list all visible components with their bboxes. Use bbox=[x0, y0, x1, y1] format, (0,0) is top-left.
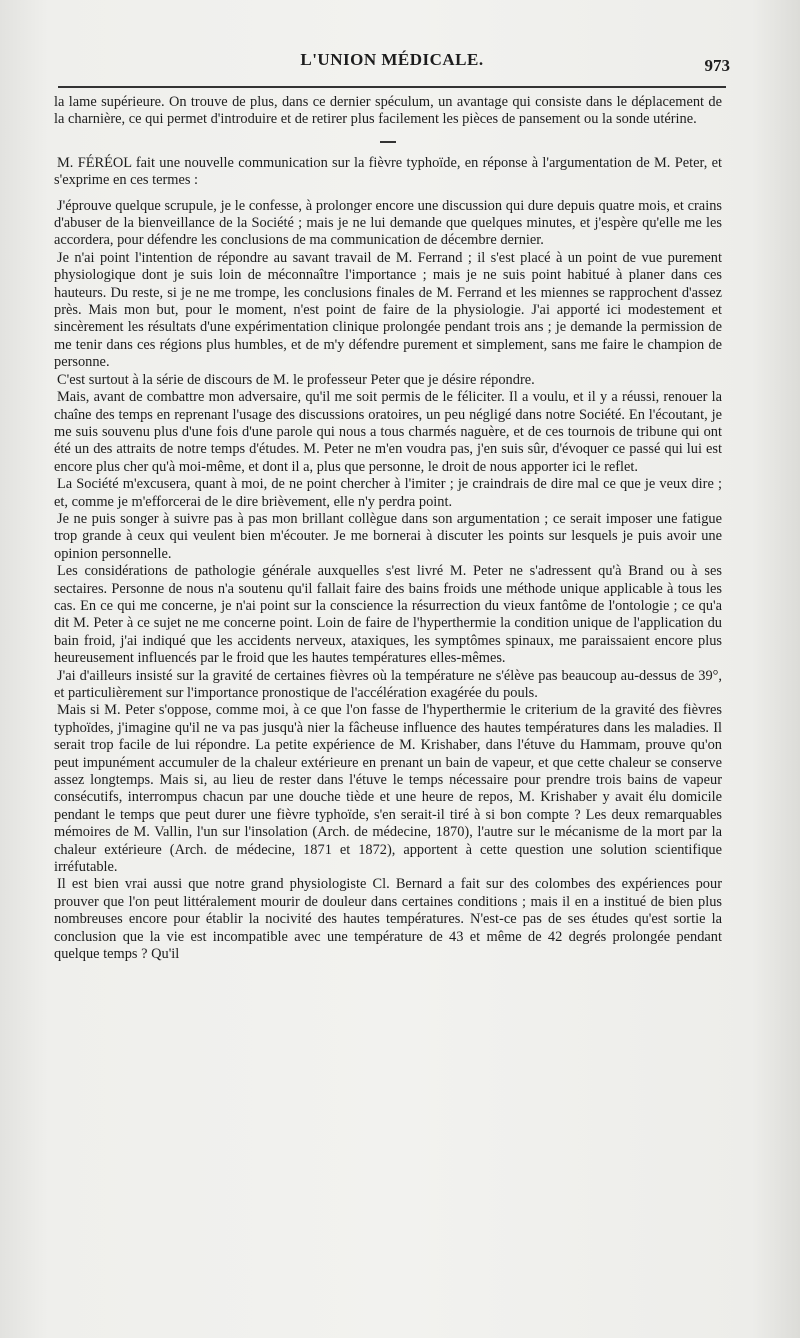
paragraph: J'ai d'ailleurs insisté sur la gravité de certaines fièvres où la température ne s'élève pas beaucoup au-dessus de 39°, et particulièrement sur l'importance pronostique de l'accélération exagérée du pouls. bbox=[54, 667, 722, 701]
article-body bbox=[54, 94, 722, 964]
paragraph: Je n'ai point l'intention de répondre au savant travail de M. Ferrand ; il s'est placé à un point de vue purement physiologique dont je suis loin de méconnaître l'importance ; mais je ne suis point habitué à planer dans ces hauteurs. Du reste, si je ne me trompe, les conclusions finales de M. Ferrand et les miennes se rapprochent d'assez près. Mais mon but, pour le moment, n'est point de faire de la physiologie. J'ai apporté ici modestement et sincèrement les résultats d'une expérimentation clinique prolongée pendant trois ans ; je demande la permission de me tenir dans ces régions plus humbles, et de m'y défendre purement et simplement, sans me faire le champion de personne. bbox=[54, 249, 722, 371]
section-separator bbox=[380, 141, 396, 143]
page-number: 973 bbox=[704, 56, 730, 75]
paragraph: C'est surtout à la série de discours de M. le professeur Peter que je désire répondre. bbox=[57, 371, 535, 388]
paragraph: la lame supérieure. On trouve de plus, dans ce dernier spéculum, un avantage qui consiste dans le déplacement de la charnière, ce qui permet d'introduire et de retirer plus facilement les pièces de pansement ou la sonde utérine. bbox=[54, 94, 722, 128]
paragraph: Les considérations de pathologie générale auxquelles s'est livré M. Peter ne s'adressent qu'à Brand ou à ses sectaires. Personne de nous n'a soutenu qu'il fallait faire des bains froids une méthode unique applicable à tous les cas. En ce qui me concerne, je n'ai point sur la conscience la résurrection du vieux fantôme de l'ontologie ; ce qu'a dit M. Peter à ce sujet ne me concerne point. Loin de faire de l'hyperthermie la condition unique de l'application du bain froid, j'ai indiqué que les accidents nerveux, ataxiques, les symptômes spinaux, me paraissaient encore plus heureusement influencés par le froid que les hautes températures elles-mêmes. bbox=[54, 563, 722, 667]
paragraph: Il est bien vrai aussi que notre grand physiologiste Cl. Bernard a fait sur des colombes des expériences pour prouver que l'on peut littéralement mourir de douleur dans certaines conditions ; mais il en a institué de bien plus nombreuses encore pour établir la nocivité des hautes températures. N'est-ce pas de ses études qu'est sortie la conclusion que la vie est incompatible avec une température de 43 et même de 42 degrés prolongée pendant quelque temps ? Qu'il bbox=[54, 876, 722, 963]
paragraph: La Société m'excusera, quant à moi, de ne point chercher à l'imiter ; je craindrais de dire mal ce que je veux dire ; et, comme je m'efforcerai de le dire brièvement, elle n'y perdra point. bbox=[54, 476, 722, 510]
header-rule bbox=[58, 86, 726, 88]
running-head bbox=[54, 50, 730, 80]
journal-title: L'UNION MÉDICALE. bbox=[300, 50, 484, 69]
paragraph: J'éprouve quelque scrupule, je le confesse, à prolonger encore une discussion qui dure depuis quatre mois, et crains d'abuser de la bienveillance de la Société ; mais je ne lui demande que quelques minutes, et j'espère qu'elle me les accordera, pour défendre les conclusions de ma communication de décembre dernier. bbox=[54, 197, 722, 249]
paragraph: Mais si M. Peter s'oppose, comme moi, à ce que l'on fasse de l'hyperthermie le criterium de la gravité des fièvres typhoïdes, j'imagine qu'il ne va pas jusqu'à nier la fâcheuse influence des hautes températures dans les maladies. Il serait trop facile de lui répondre. La petite expérience de M. Krishaber, dans l'étuve du Hammam, prouve qu'on peut impunément accumuler de la chaleur extérieure en prenant un bain de vapeur, et que cette chaleur se conserve assez longtemps. Mais si, au lieu de rester dans l'étuve le temps nécessaire pour prendre trois bains de vapeur consécutifs, interrompus chacun par une douche tiède et une heure de repos, M. Krishaber y avait élu domicile pendant le temps que peut durer une fièvre typhoïde, s'en serait-il tiré à si bon compte ? Les deux remarquables mémoires de M. Vallin, l'un sur l'insolation (Arch. de médecine, 1870), l'autre sur le mécanisme de la mort par la chaleur extérieure (Arch. de médecine, 1871 et 1872), apportent à cette question une solution scientifique irréfutable. bbox=[54, 702, 722, 876]
paragraph: M. FÉRÉOL fait une nouvelle communication sur la fièvre typhoïde, en réponse à l'argumentation de M. Peter, et s'exprime en ces termes : bbox=[54, 154, 722, 189]
paragraph: Mais, avant de combattre mon adversaire, qu'il me soit permis de le féliciter. Il a voulu, et il y a réussi, renouer la chaîne des temps en reprenant l'usage des discussions oratoires, un peu négligé dans notre Société. En l'écoutant, je me suis souvenu plus d'une fois d'une parole qui nous a tous charmés naguère, et de ces tournois de tribune qui ont été un des attraits de notre temps d'études. M. Peter ne m'en voudra pas, j'en suis sûr, d'évoquer ce passé qui lui est encore plus cher qu'à moi-même, et dont il a, plus que personne, le droit de nous apporter ici le reflet. bbox=[54, 389, 722, 475]
paragraph: Je ne puis songer à suivre pas à pas mon brillant collègue dans son argumentation ; ce serait imposer une fatigue trop grande à ceux qui veulent bien m'écouter. Je me bornerai à discuter les points sur lesquels je puis avoir une opinion personnelle. bbox=[54, 510, 722, 562]
